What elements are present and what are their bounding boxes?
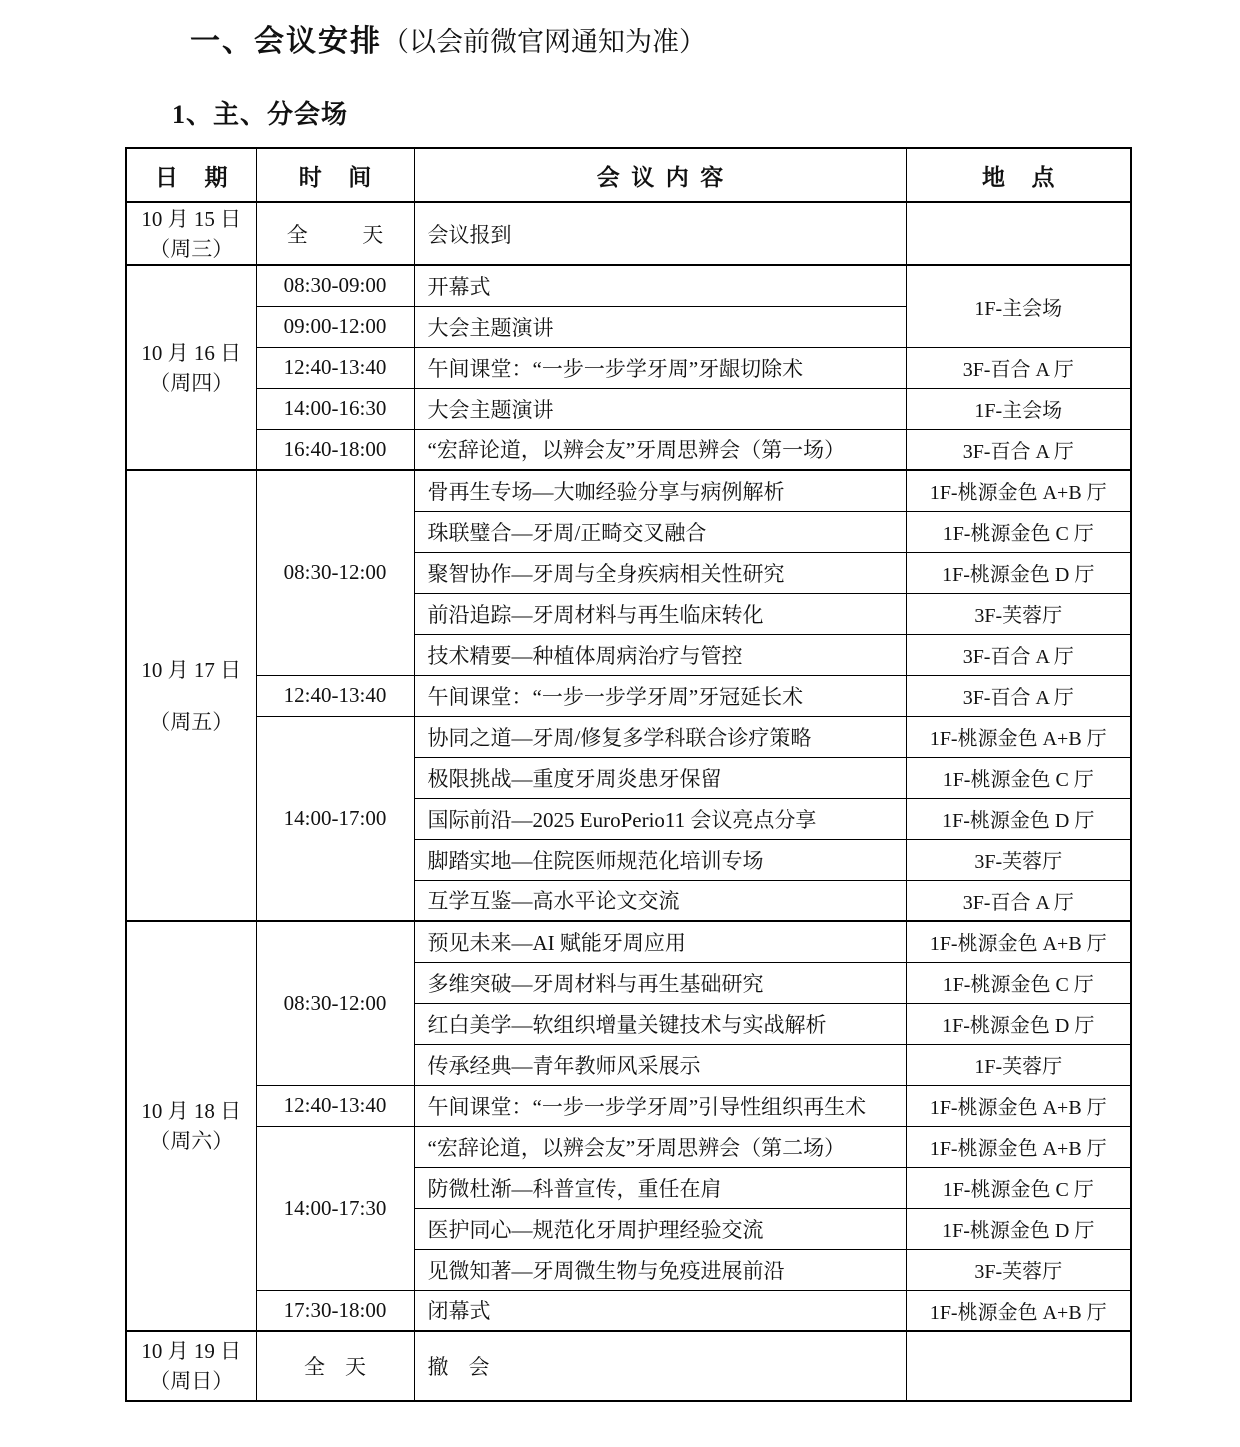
- time-cell: 16:40-18:00: [256, 429, 414, 470]
- table-header-row: [126, 148, 1131, 202]
- location-cell: 1F-桃源金色 D 厅: [906, 1208, 1131, 1249]
- location-cell: [906, 202, 1131, 265]
- session-cell: “宏辞论道，以辨会友”牙周思辨会（第二场）: [414, 1126, 906, 1167]
- location-cell: 1F-桃源金色 D 厅: [906, 798, 1131, 839]
- time-cell: 09:00-12:00: [256, 306, 414, 347]
- location-cell: 1F-主会场: [906, 388, 1131, 429]
- time-cell: 14:00-16:30: [256, 388, 414, 429]
- schedule-table: [125, 147, 1132, 1402]
- location-cell: [906, 1331, 1131, 1401]
- session-cell: 开幕式: [414, 265, 906, 306]
- time-cell: 12:40-13:40: [256, 347, 414, 388]
- section-heading-text: 一、会议安排: [190, 25, 382, 58]
- time-cell: 14:00-17:00: [256, 716, 414, 921]
- location-cell: 1F-桃源金色 A+B 厅: [906, 716, 1131, 757]
- location-cell: 1F-主会场: [906, 265, 1131, 347]
- location-cell: 1F-桃源金色 C 厅: [906, 757, 1131, 798]
- table-row: [126, 470, 1131, 511]
- table-row: [126, 1085, 1131, 1126]
- session-cell: 预见未来—AI 赋能牙周应用: [414, 921, 906, 962]
- session-cell: 午间课堂：“一步一步学牙周”引导性组织再生术: [414, 1085, 906, 1126]
- section-heading: [190, 24, 1240, 60]
- session-cell: 极限挑战—重度牙周炎患牙保留: [414, 757, 906, 798]
- table-row: [126, 1126, 1131, 1167]
- time-cell: 17:30-18:00: [256, 1290, 414, 1331]
- time-cell: 12:40-13:40: [256, 675, 414, 716]
- location-cell: 1F-桃源金色 A+B 厅: [906, 1085, 1131, 1126]
- column-header-location: 地点: [906, 148, 1131, 202]
- time-cell: 14:00-17:30: [256, 1126, 414, 1290]
- location-cell: 1F-桃源金色 C 厅: [906, 962, 1131, 1003]
- table-row: [126, 388, 1131, 429]
- sub-heading: 1、主、分会场: [172, 100, 349, 129]
- table-row: [126, 1290, 1131, 1331]
- column-header-time: 时间: [256, 148, 414, 202]
- location-cell: 1F-桃源金色 A+B 厅: [906, 1290, 1131, 1331]
- session-cell: 午间课堂：“一步一步学牙周”牙龈切除术: [414, 347, 906, 388]
- session-cell: 国际前沿—2025 EuroPerio11 会议亮点分享: [414, 798, 906, 839]
- session-cell: “宏辞论道，以辨会友”牙周思辨会（第一场）: [414, 429, 906, 470]
- date-cell: 10 月 16 日 （周四）: [126, 265, 256, 470]
- session-cell: 医护同心—规范化牙周护理经验交流: [414, 1208, 906, 1249]
- session-cell: 闭幕式: [414, 1290, 906, 1331]
- session-cell: 午间课堂：“一步一步学牙周”牙冠延长术: [414, 675, 906, 716]
- time-cell: 全天: [256, 1331, 414, 1401]
- session-cell: 聚智协作—牙周与全身疾病相关性研究: [414, 552, 906, 593]
- location-cell: 3F-百合 A 厅: [906, 347, 1131, 388]
- session-cell: 会议报到: [414, 202, 906, 265]
- date-cell: 10 月 19 日 （周日）: [126, 1331, 256, 1401]
- session-cell: 脚踏实地—住院医师规范化培训专场: [414, 839, 906, 880]
- location-cell: 1F-桃源金色 A+B 厅: [906, 1126, 1131, 1167]
- column-header-content: 会议内容: [414, 148, 906, 202]
- table-row: [126, 675, 1131, 716]
- table-row: [126, 1331, 1131, 1401]
- session-cell: 见微知著—牙周微生物与免疫进展前沿: [414, 1249, 906, 1290]
- location-cell: 1F-桃源金色 D 厅: [906, 552, 1131, 593]
- session-cell: 红白美学—软组织增量关键技术与实战解析: [414, 1003, 906, 1044]
- session-cell: 大会主题演讲: [414, 306, 906, 347]
- session-cell: 珠联璧合—牙周/正畸交叉融合: [414, 511, 906, 552]
- location-cell: 3F-芙蓉厅: [906, 839, 1131, 880]
- session-cell: 互学互鉴—高水平论文交流: [414, 880, 906, 921]
- session-cell: 防微杜渐—科普宣传，重任在肩: [414, 1167, 906, 1208]
- session-cell: 多维突破—牙周材料与再生基础研究: [414, 962, 906, 1003]
- table-row: [126, 347, 1131, 388]
- session-cell: 骨再生专场—大咖经验分享与病例解析: [414, 470, 906, 511]
- time-cell: 12:40-13:40: [256, 1085, 414, 1126]
- session-cell: 撤会: [414, 1331, 906, 1401]
- column-header-date: 日期: [126, 148, 256, 202]
- location-cell: 1F-桃源金色 C 厅: [906, 511, 1131, 552]
- table-row: [126, 265, 1131, 306]
- session-cell: 传承经典—青年教师风采展示: [414, 1044, 906, 1085]
- session-cell: 前沿追踪—牙周材料与再生临床转化: [414, 593, 906, 634]
- location-cell: 1F-桃源金色 D 厅: [906, 1003, 1131, 1044]
- date-cell: 10 月 18 日 （周六）: [126, 921, 256, 1331]
- location-cell: 3F-百合 A 厅: [906, 429, 1131, 470]
- location-cell: 3F-百合 A 厅: [906, 675, 1131, 716]
- table-row: [126, 429, 1131, 470]
- location-cell: 3F-百合 A 厅: [906, 634, 1131, 675]
- table-row: [126, 921, 1131, 962]
- table-row: [126, 716, 1131, 757]
- location-cell: 1F-桃源金色 A+B 厅: [906, 470, 1131, 511]
- table-row: [126, 202, 1131, 265]
- location-cell: 3F-芙蓉厅: [906, 593, 1131, 634]
- location-cell: 3F-百合 A 厅: [906, 880, 1131, 921]
- session-cell: 协同之道—牙周/修复多学科联合诊疗策略: [414, 716, 906, 757]
- time-cell: 08:30-12:00: [256, 470, 414, 675]
- location-cell: 3F-芙蓉厅: [906, 1249, 1131, 1290]
- time-cell: 08:30-09:00: [256, 265, 414, 306]
- location-cell: 1F-桃源金色 A+B 厅: [906, 921, 1131, 962]
- location-cell: 1F-桃源金色 C 厅: [906, 1167, 1131, 1208]
- session-cell: 技术精要—种植体周病治疗与管控: [414, 634, 906, 675]
- time-cell: 全天: [256, 202, 414, 265]
- session-cell: 大会主题演讲: [414, 388, 906, 429]
- section-heading-note: （以会前微官网通知为准）: [382, 27, 706, 57]
- time-cell: 08:30-12:00: [256, 921, 414, 1085]
- date-cell: 10 月 17 日 （周五）: [126, 470, 256, 921]
- date-cell: 10 月 15 日 （周三）: [126, 202, 256, 265]
- location-cell: 1F-芙蓉厅: [906, 1044, 1131, 1085]
